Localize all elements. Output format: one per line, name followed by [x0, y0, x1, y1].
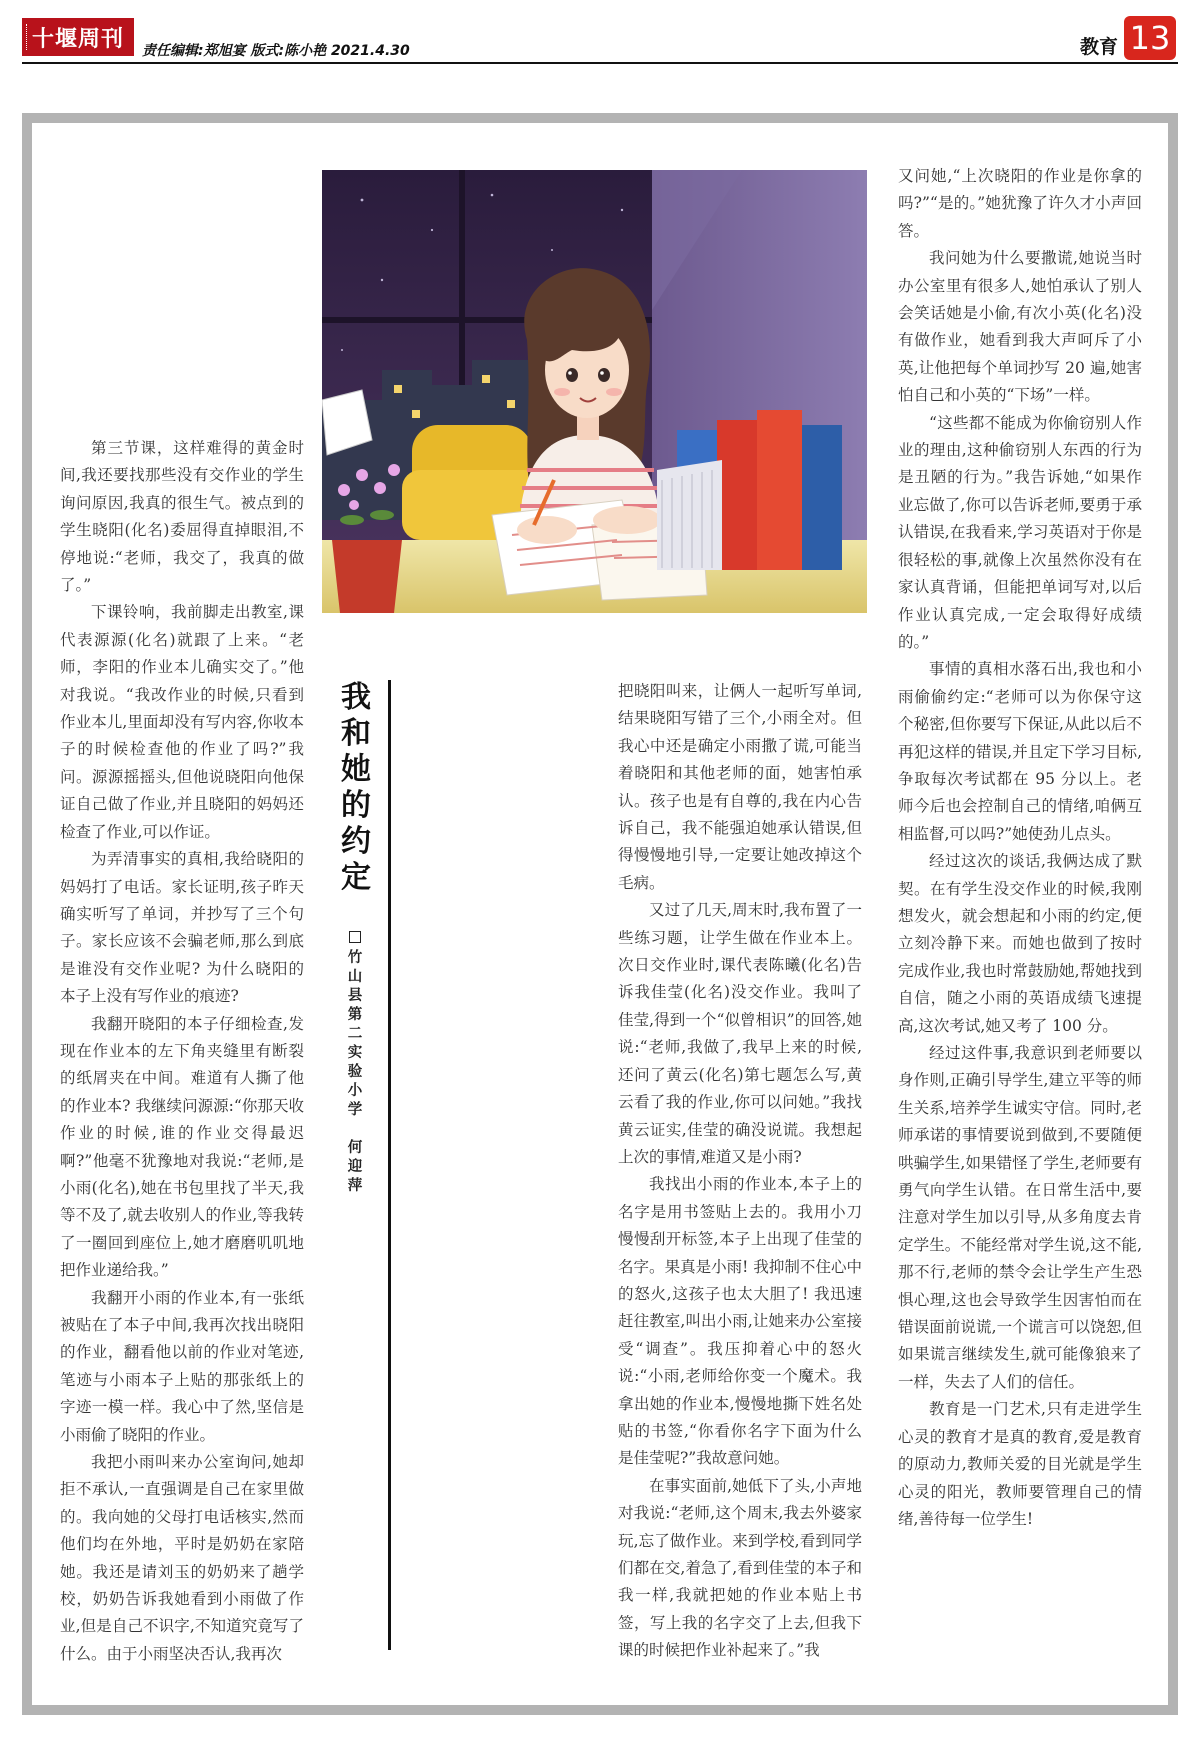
byline-char: 学 [347, 1102, 363, 1118]
title-char: 约 [341, 824, 371, 859]
byline-square-icon [349, 931, 361, 943]
title-divider-line [388, 680, 391, 1650]
paragraph: 我把小雨叫来办公室询问,她却拒不承认,一直强调是自己在家里做的。我向她的父母打电话核实,然而他们均在外地，平时是奶奶在家陪她。我还是请刘玉的奶奶来了趟学校，奶奶告诉我她看到小雨做了作业,但是自己不识字,不知道究竟写了什么。由于小雨坚决否认,我再次 [60, 1453, 304, 1663]
byline-char: 迎 [347, 1159, 363, 1175]
title-char: 她 [341, 752, 371, 787]
article-byline [344, 930, 366, 1196]
byline-char: 实 [347, 1045, 363, 1061]
paragraph: 经过这次的谈话,我俩达成了默契。在有学生没交作业的时候,我刚想发火，就会想起和小雨的约定,便立刻冷静下来。而她也做到了按时完成作业,我也时常鼓励她,帮她找到自信，随之小雨的英语成绩飞速提高,这次考试,她又考了 100 分。 [898, 852, 1142, 1035]
article-title [336, 680, 376, 896]
paragraph: 经过这件事,我意识到老师要以身作则,正确引导学生,建立平等的师生关系,培养学生诚实守信。同时,老师承诺的事情要说到做到,不要随便哄骗学生,如果错怪了学生,老师要有勇气向学生认错。在日常生活中,要注意对学生加以引导,从多角度去肯定学生。不能经常对学生说,这不能,那不行,老师的禁令会让学生产生恐惧心理,这也会导致学生因害怕而在错误面前说谎,一个谎言可以饶恕,但如果谎言继续发生,就可能像狼来了一样，失去了人们的信任。 [898, 1044, 1142, 1391]
paragraph: 又问她,“上次晓阳的作业是你拿的吗?”“是的。”她犹豫了许久才小声回答。 [898, 167, 1142, 240]
header-rule [22, 62, 1178, 64]
byline-char: 县 [347, 988, 363, 1004]
paragraph: 教育是一门艺术,只有走进学生心灵的教育才是真的教育,爱是教育的原动力,教师关爱的目光就是学生心灵的阳光，教师要管理自己的情绪,善待每一位学生! [898, 1400, 1142, 1528]
title-char: 和 [341, 716, 371, 751]
paragraph: 把晓阳叫来，让俩人一起听写单词,结果晓阳写错了三个,小雨全对。但我心中还是确定小雨撒了谎,可能当着晓阳和其他老师的面，她害怕承认。孩子也是有自尊的,我在内心告诉自己，我不能强迫她承认错误,但得慢慢地引导,一定要让她改掉这个毛病。 [618, 682, 862, 892]
article-column-2 [618, 678, 862, 1665]
article-column-1 [60, 435, 304, 1668]
byline-char: 第 [347, 1007, 363, 1023]
article-column-3 [898, 163, 1142, 1533]
byline-char: 小 [347, 1083, 363, 1099]
paragraph: 我翻开晓阳的本子仔细检查,发现在作业本的左下角夹缝里有断裂的纸屑夹在中间。难道有人撕了他的作业本? 我继续问源源:“你那天收作业的时候,谁的作业交得最迟啊?”他毫不犹豫地对我说:“老师,是小雨(化名),她在书包里找了半天,我等不及了,就去收别人的作业,等我转了一圈回到座位上,她才磨磨叽叽地把作业递给我。” [60, 1014, 304, 1280]
masthead-logo [22, 18, 134, 56]
paragraph: 在事实面前,她低下了头,小声地对我说:“老师,这个周末,我去外婆家玩,忘了做作业。来到学校,看到同学们都在交,着急了,看到佳莹的本子和我一样,我就把她的作业本贴上书签，写上我的名字交了上去,但我下课的时候把作业补起来了。”我 [618, 1476, 862, 1660]
paragraph: “这些都不能成为你偷窃别人作业的理由,这种偷窃别人东西的行为是丑陋的行为。”我告诉她,“如果作业忘做了,你可以告诉老师,要勇于承认错误,在我看来,学习英语对于你是很轻松的事,就像上次虽然你没有在家认真背诵，但能把单词写对,以后作业认真完成,一定会取得好成绩的。” [898, 413, 1142, 651]
byline-char [344, 1120, 366, 1139]
section-label: 教育 [1079, 36, 1118, 58]
editor-credits: 责任编辑:郑旭宴 版式:陈小艳 2021.4.30 [142, 43, 410, 59]
title-char: 我 [341, 680, 371, 715]
masthead-text: 十堰周刊 [31, 25, 124, 52]
page-number-badge: 13 [1124, 16, 1176, 60]
byline-char: 二 [347, 1026, 363, 1042]
paragraph: 为弄清事实的真相,我给晓阳的妈妈打了电话。家长证明,孩子昨天确实听写了单词，并抄写了三个句子。家长应该不会骗老师,那么到底是谁没有交作业呢? 为什么晓阳的本子上没有写作业的痕迹? [60, 850, 304, 1006]
paragraph: 我翻开小雨的作业本,有一张纸被贴在了本子中间,我再次找出晓阳的作业，翻看他以前的作业对笔迹,笔迹与小雨本子上贴的那张纸上的字迹一模一样。我心中了然,坚信是小雨偷了晓阳的作业。 [60, 1288, 304, 1444]
title-char: 定 [341, 860, 371, 895]
byline-char: 山 [347, 969, 363, 985]
paragraph: 下课铃响，我前脚走出教室,课代表源源(化名)就跟了上来。“老师，李阳的作业本儿确实交了。”他对我说。“我改作业的时候,只看到作业本儿,里面却没有写内容,你收本子的时候检查他的作业了吗?”我问。源源摇摇头,但他说晓阳向他保证自己做了作业,并且晓阳的妈妈还检查了作业,可以作证。 [60, 603, 304, 841]
title-char: 的 [341, 788, 371, 823]
article-illustration [322, 170, 867, 613]
byline-char: 竹 [347, 950, 363, 966]
paragraph: 又过了几天,周末时,我布置了一些练习题，让学生做在作业本上。次日交作业时,课代表陈曦(化名)告诉我佳莹(化名)没交作业。我叫了佳莹,得到一个“似曾相识”的回答,她说:“老师,我做了,我早上来的时候,还问了黄云(化名)第七题怎么写,黄云看了我的作业,你可以问她。”我找黄云证实,佳莹的确没说谎。我想起上次的事情,难道又是小雨? [618, 901, 862, 1166]
byline-char: 验 [347, 1064, 363, 1080]
byline-char: 何 [347, 1140, 363, 1156]
paragraph: 我问她为什么要撒谎,她说当时办公室里有很多人,她怕承认了别人会笑话她是小偷,有次小英(化名)没有做作业，她看到我大声呵斥了小英,让他把每个单词抄写 20 遍,她害怕自己和小英的“下场”一样。 [898, 249, 1142, 405]
byline-char: 萍 [347, 1178, 363, 1194]
paragraph: 第三节课，这样难得的黄金时间,我还要找那些没有交作业的学生询问原因,我真的很生气。被点到的学生晓阳(化名)委屈得直掉眼泪,不停地说:“老师，我交了，我真的做了。” [60, 439, 304, 595]
paragraph: 事情的真相水落石出,我也和小雨偷偷约定:“老师可以为你保守这个秘密,但你要写下保证,从此以后不再犯这样的错误,并且定下学习目标,争取每次考试都在 95 分以上。老师今后也会控制自己的情绪,咱俩互相监督,可以吗?”她使劲儿点头。 [898, 660, 1142, 843]
paragraph: 我找出小雨的作业本,本子上的名字是用书签贴上去的。我用小刀慢慢刮开标签,本子上出现了佳莹的名字。果真是小雨! 我抑制不住心中的怒火,这孩子也太大胆了! 我迅速赶往教室,叫出小雨,让她来办公室接受“调查”。我压抑着心中的怒火说:“小雨,老师给你变一个魔术。我拿出她的作业本,慢慢地撕下姓名处贴的书签,“你看你名字下面为什么是佳莹呢?”我故意问她。 [618, 1175, 862, 1468]
